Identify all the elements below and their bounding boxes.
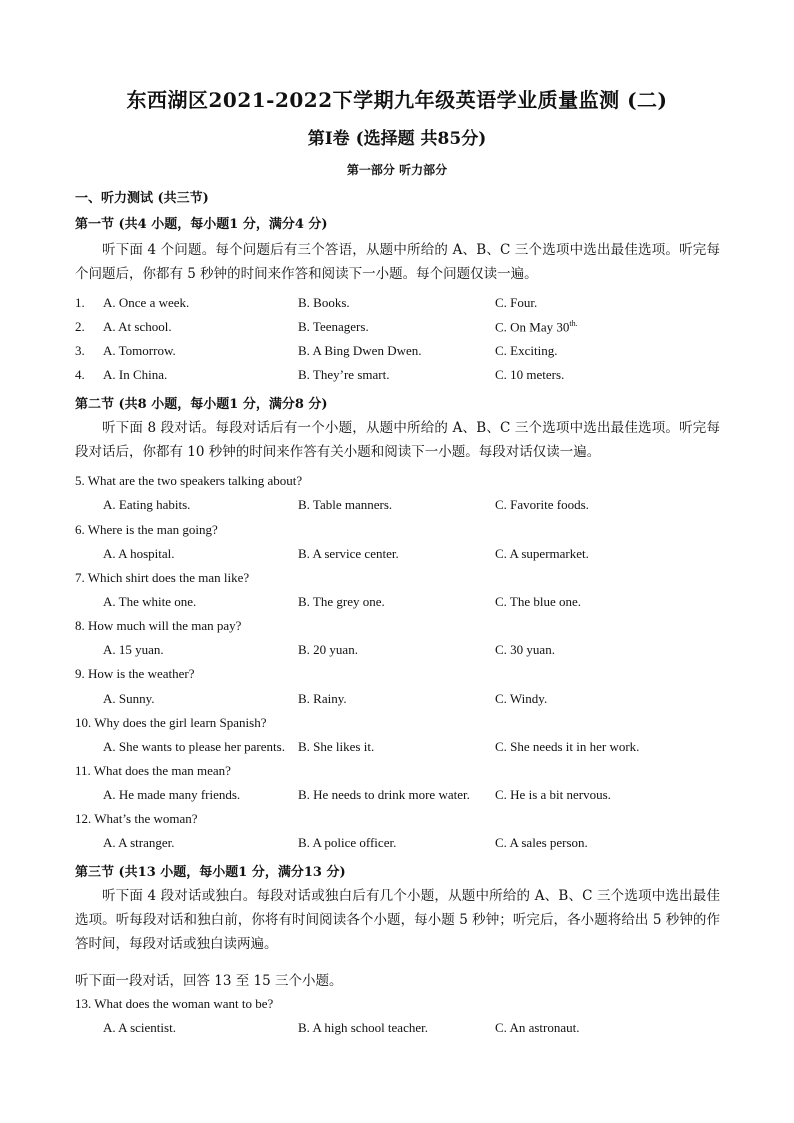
sec2-intro: 听下面 8 段对话。每段对话后有一个小题，从题中所给的 A、B、C 三个选项中选出最佳选项。听完每段对话后，你都有 10 秒钟的时间来作答有关小题和阅读下一小题。每段对话仅读一遍。 bbox=[75, 420, 720, 460]
option-b: B. 20 yuan. bbox=[298, 642, 358, 657]
option-c-superscript: th. bbox=[569, 319, 578, 328]
option-a: A. A hospital. bbox=[103, 546, 175, 561]
option-b: B. The grey one. bbox=[298, 594, 385, 609]
option-b: B. He needs to drink more water. bbox=[298, 787, 470, 802]
option-a: A. A stranger. bbox=[103, 835, 175, 850]
option-c: C. 30 yuan. bbox=[495, 642, 555, 657]
option-a: A. In China. bbox=[103, 367, 168, 382]
option-c: C. She needs it in her work. bbox=[495, 739, 640, 754]
option-c: C. Favorite foods. bbox=[495, 497, 589, 512]
option-a: A. Eating habits. bbox=[103, 497, 191, 512]
option-c: C. A supermarket. bbox=[495, 546, 589, 561]
question-number: 1. bbox=[75, 295, 85, 310]
question-text: 13. What does the woman want to be? bbox=[75, 996, 274, 1011]
section-main-heading: 一、听力测试 (共三节) bbox=[75, 191, 209, 206]
option-c: C. A sales person. bbox=[495, 835, 588, 850]
option-b: B. A service center. bbox=[298, 546, 399, 561]
option-c: C. 10 meters. bbox=[495, 367, 565, 382]
sec1-heading: 第一节 (共4 小题，每小题1 分，满分4 分) bbox=[75, 217, 328, 232]
option-a: A. Sunny. bbox=[103, 691, 155, 706]
question-number: 3. bbox=[75, 343, 85, 358]
option-c: C. Windy. bbox=[495, 691, 548, 706]
option-b: B. They’re smart. bbox=[298, 367, 390, 382]
question-text: 7. Which shirt does the man like? bbox=[75, 570, 250, 585]
question-number: 2. bbox=[75, 319, 85, 334]
option-b: B. A police officer. bbox=[298, 835, 397, 850]
question-text: 5. What are the two speakers talking about? bbox=[75, 473, 303, 488]
option-a: A. At school. bbox=[103, 319, 172, 334]
question-text: 12. What’s the woman? bbox=[75, 811, 198, 826]
page-subtitle: 第I卷 (选择题 共85分) bbox=[307, 129, 487, 149]
page-title: 东西湖区2021-2022下学期九年级英语学业质量监测 (二) bbox=[126, 88, 668, 112]
sec2-heading: 第二节 (共8 小题，每小题1 分，满分8 分) bbox=[75, 397, 328, 412]
option-c: C. Exciting. bbox=[495, 343, 558, 358]
option-a: A. He made many friends. bbox=[103, 787, 241, 802]
option-a: A. The white one. bbox=[103, 594, 197, 609]
option-c: C. Four. bbox=[495, 295, 538, 310]
option-a: A. She wants to please her parents. bbox=[103, 739, 285, 754]
question-text: 10. Why does the girl learn Spanish? bbox=[75, 715, 267, 730]
part-heading: 第一部分 听力部分 bbox=[346, 163, 448, 177]
question-text: 11. What does the man mean? bbox=[75, 763, 231, 778]
question-text: 8. How much will the man pay? bbox=[75, 618, 242, 633]
option-b: B. Table manners. bbox=[298, 497, 393, 512]
sec3-note: 听下面一段对话，回答 13 至 15 三个小题。 bbox=[75, 973, 343, 989]
sec3-heading: 第三节 (共13 小题，每小题1 分，满分13 分) bbox=[75, 865, 346, 880]
option-b: B. Rainy. bbox=[298, 691, 347, 706]
option-c: C. An astronaut. bbox=[495, 1020, 580, 1035]
option-c bbox=[495, 319, 578, 335]
option-a: A. Tomorrow. bbox=[103, 343, 176, 358]
option-b: B. Teenagers. bbox=[298, 319, 369, 334]
option-b: B. She likes it. bbox=[298, 739, 375, 754]
option-a: A. Once a week. bbox=[103, 295, 190, 310]
option-b: B. A Bing Dwen Dwen. bbox=[298, 343, 422, 358]
question-text: 6. Where is the man going? bbox=[75, 522, 218, 537]
question-text: 9. How is the weather? bbox=[75, 666, 195, 681]
sec3-intro: 听下面 4 段对话或独白。每段对话或独白后有几个小题，从题中所给的 A、B、C 三个选项中选出最佳选项。听每段对话和独白前，你将有时间阅读各个小题，每小题 5 秒钟；听完后，各小题将给出 5 秒钟的作答时间，每段对话或独白读两遍。 bbox=[75, 888, 720, 952]
option-b: B. Books. bbox=[298, 295, 350, 310]
sec1-intro: 听下面 4 个问题。每个问题后有三个答语，从题中所给的 A、B、C 三个选项中选出最佳选项。听完每个问题后，你都有 5 秒钟的时间来作答和阅读下一小题。每个问题仅读一遍。 bbox=[75, 242, 720, 282]
option-b: B. A high school teacher. bbox=[298, 1020, 428, 1035]
option-c: C. The blue one. bbox=[495, 594, 582, 609]
option-c-text: C. On May 30 bbox=[495, 319, 570, 335]
question-number: 4. bbox=[75, 367, 85, 382]
option-a: A. 15 yuan. bbox=[103, 642, 164, 657]
option-a: A. A scientist. bbox=[103, 1020, 176, 1035]
option-c: C. He is a bit nervous. bbox=[495, 787, 611, 802]
